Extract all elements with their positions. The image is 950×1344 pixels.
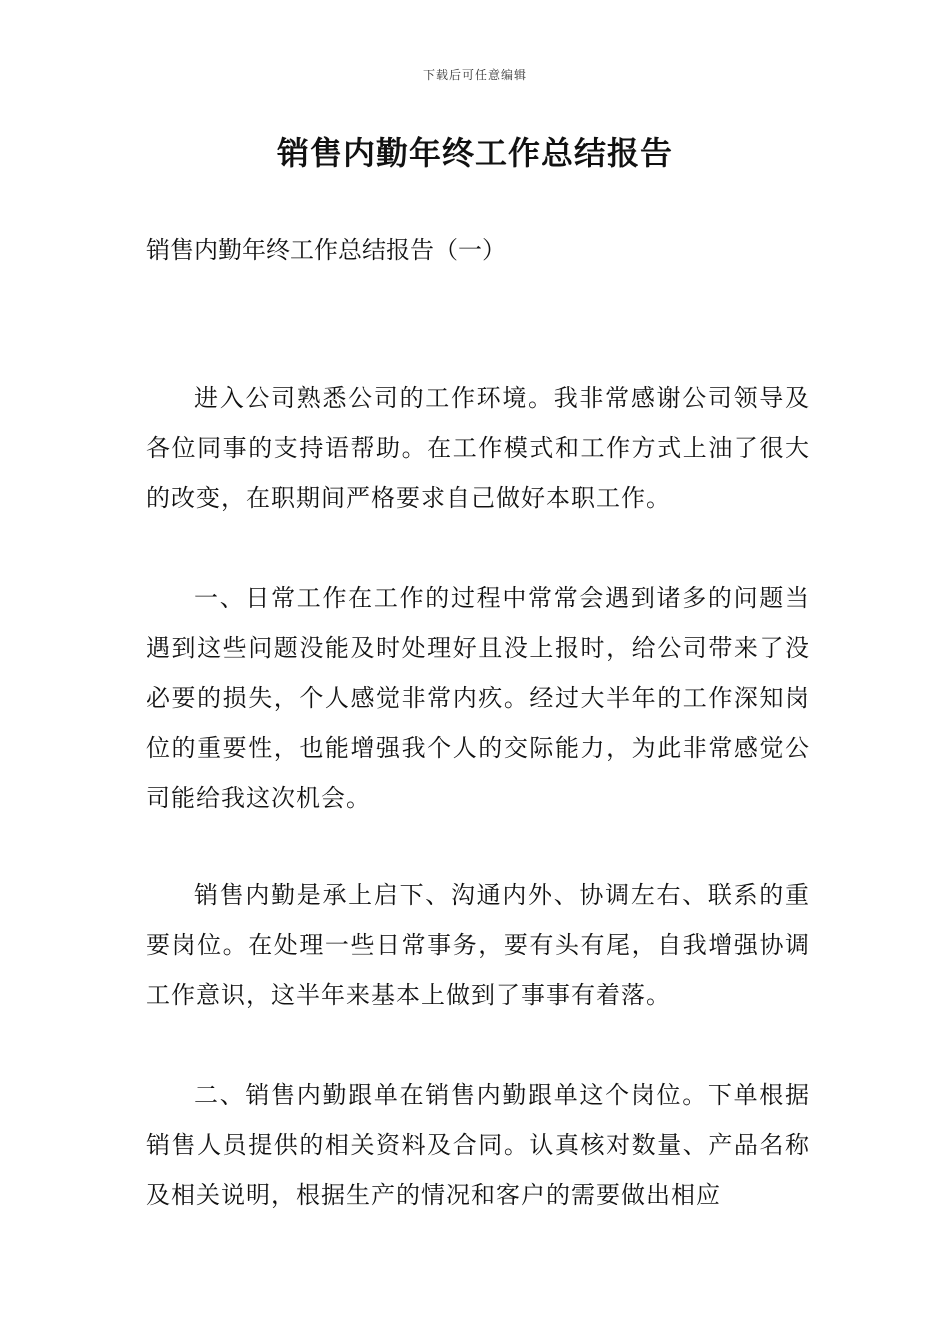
document-title: 销售内勤年终工作总结报告 (276, 134, 673, 172)
section-subtitle: 销售内勤年终工作总结报告（一） (146, 236, 506, 264)
paragraph: 一、日常工作在工作的过程中常常会遇到诸多的问题当遇到这些问题没能及时处理好且没上报时，给公司带来了没必要的损失，个人感觉非常内疚。经过大半年的工作深知岗位的重要性，也能增强我个人的交际能力，为此非常感觉公司能给我这次机会。 (146, 584, 810, 812)
header-note: 下载后可任意编辑 (422, 68, 527, 82)
paragraph: 进入公司熟悉公司的工作环境。我非常感谢公司领导及各位同事的支持语帮助。在工作模式和工作方式上油了很大的改变，在职期间严格要求自己做好本职工作。 (146, 384, 810, 512)
paragraph: 销售内勤是承上启下、沟通内外、协调左右、联系的重要岗位。在处理一些日常事务，要有头有尾，自我增强协调工作意识，这半年来基本上做到了事事有着落。 (146, 881, 810, 1009)
paragraph: 二、销售内勤跟单在销售内勤跟单这个岗位。下单根据销售人员提供的相关资料及合同。认真核对数量、产品名称及相关说明，根据生产的情况和客户的需要做出相应 (146, 1081, 810, 1209)
